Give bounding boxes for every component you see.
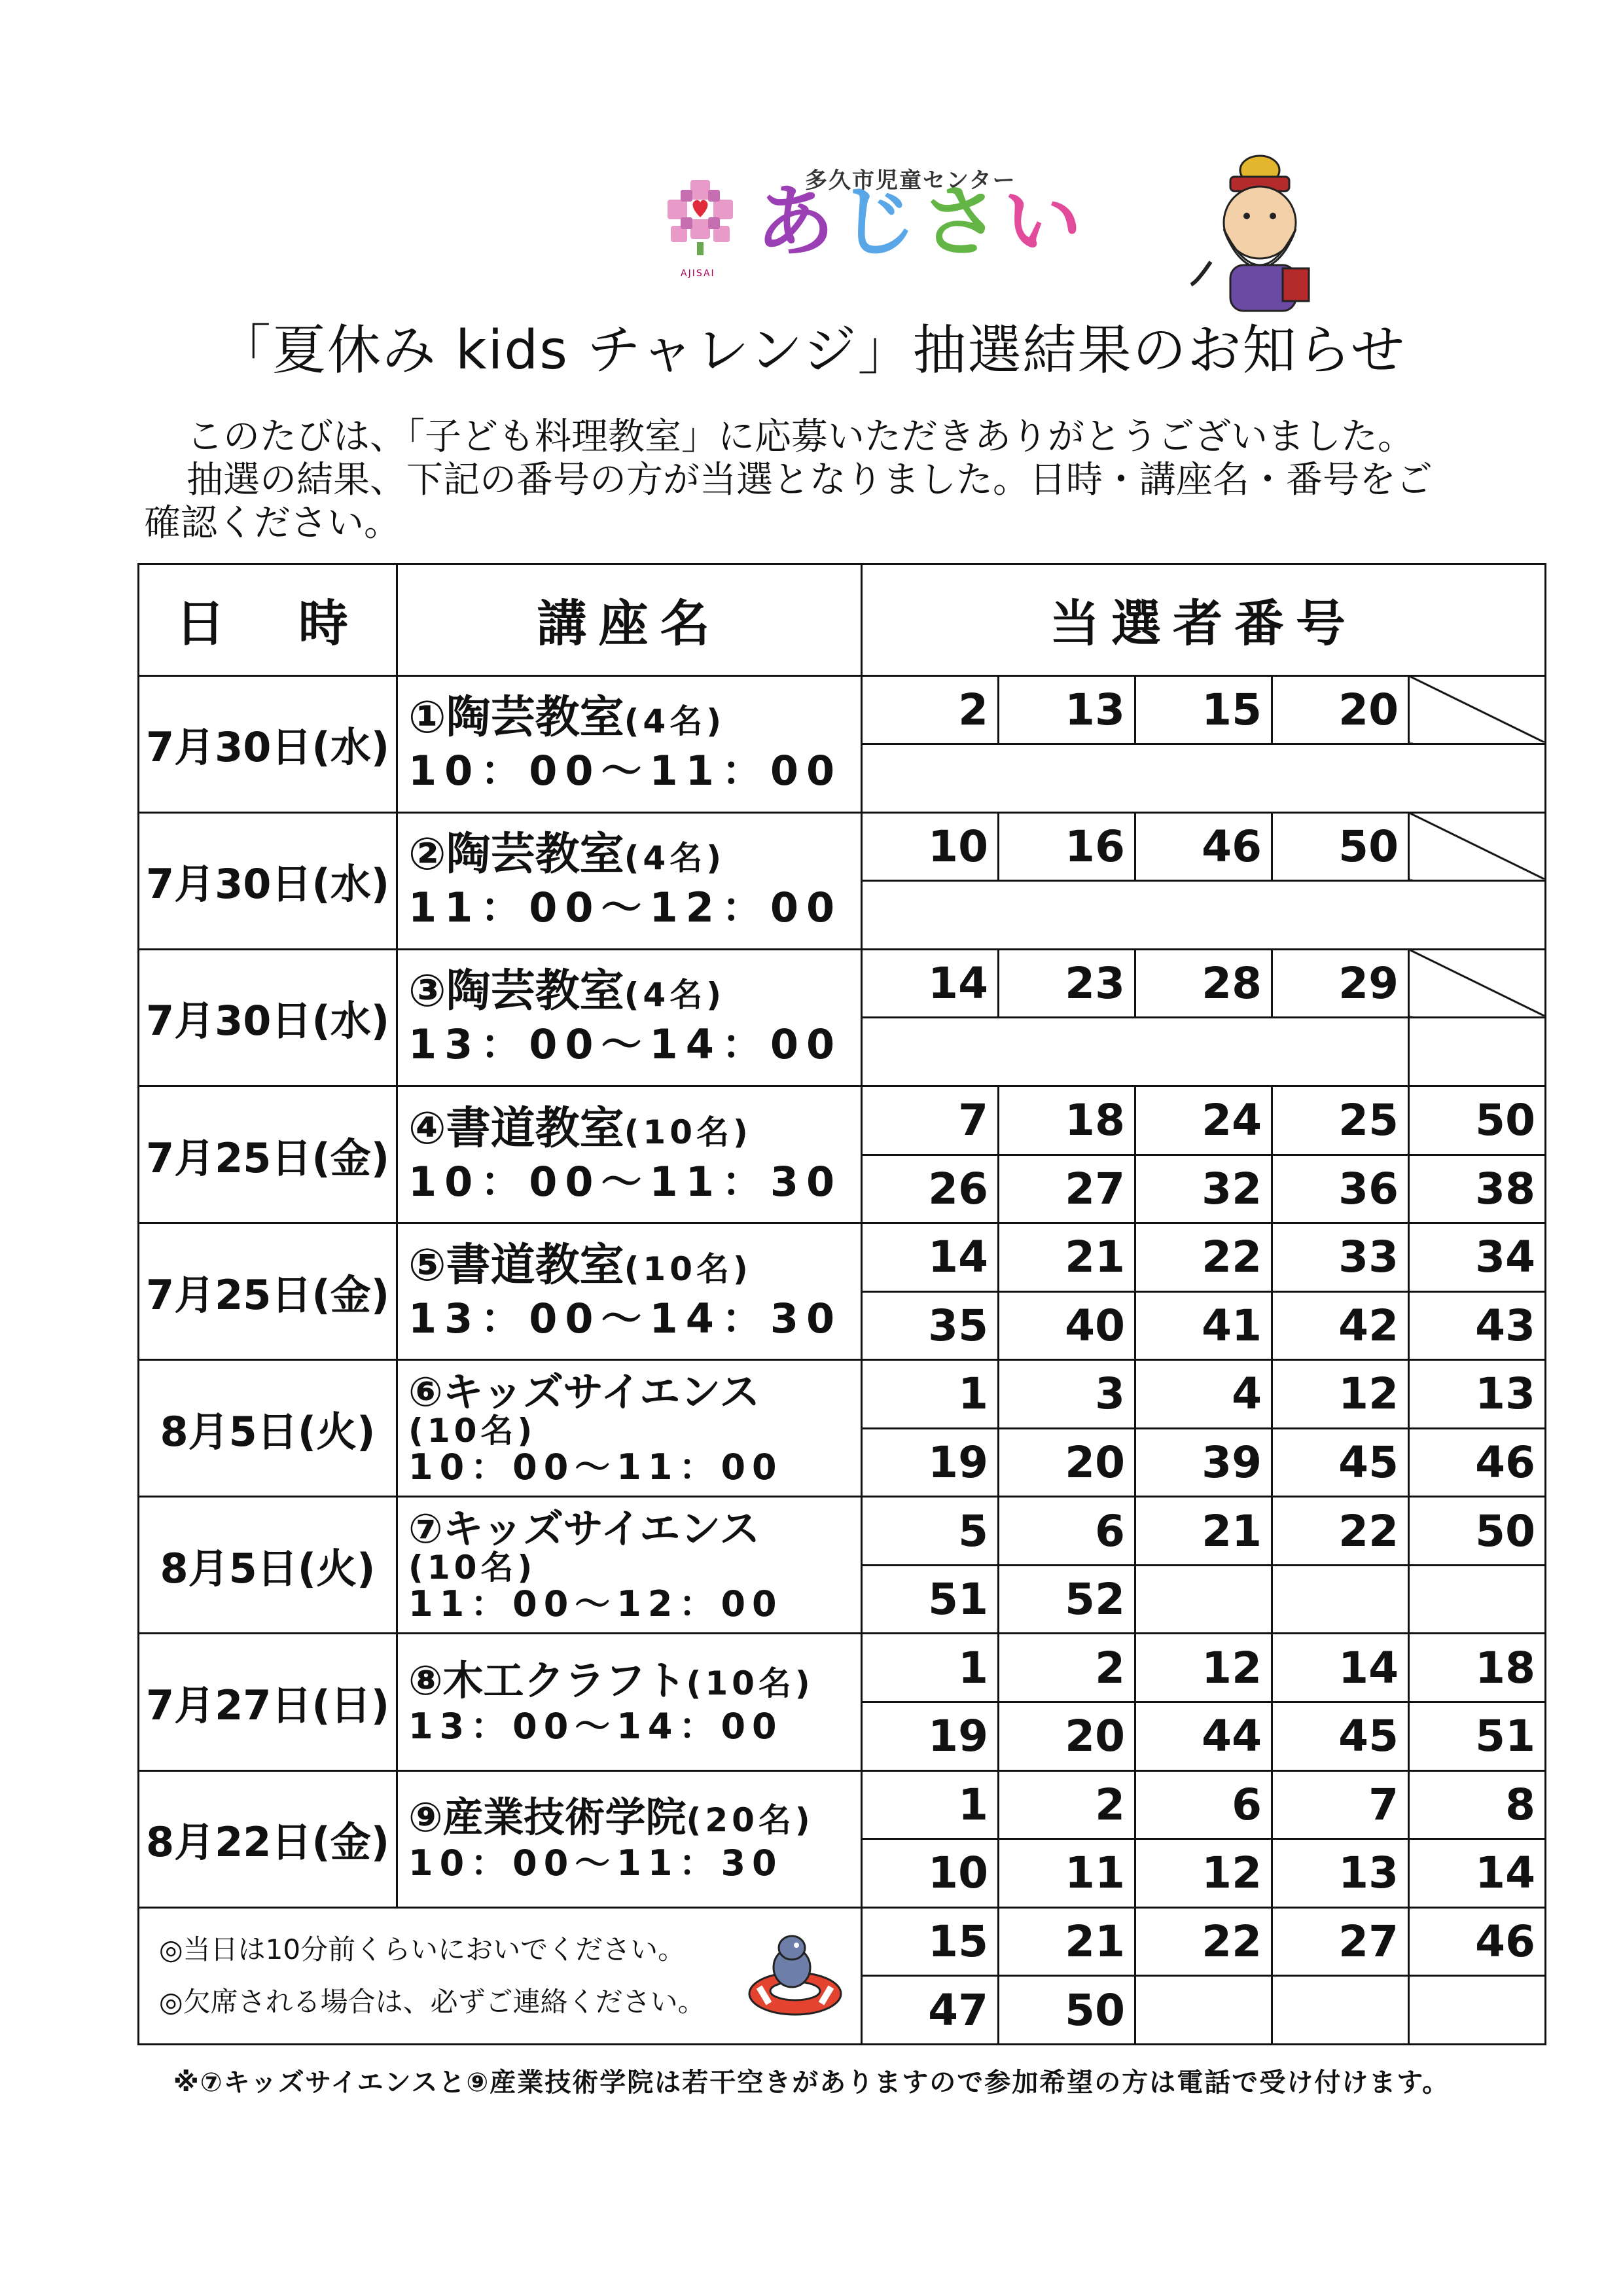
winner-number: 38 bbox=[1409, 1155, 1546, 1223]
winner-number: 10 bbox=[862, 812, 999, 881]
winner-number: 7 bbox=[1272, 1770, 1409, 1839]
winner-number: 2 bbox=[999, 1634, 1135, 1702]
winner-number: 47 bbox=[862, 1976, 999, 2045]
course-name-line bbox=[408, 1240, 861, 1295]
logo-sub-text: AJISAI bbox=[681, 268, 715, 279]
winner-number: 32 bbox=[1135, 1155, 1272, 1223]
winner-number: 23 bbox=[999, 949, 1135, 1018]
winner-number: 22 bbox=[1135, 1907, 1272, 1976]
course-cell bbox=[397, 1223, 862, 1360]
course-name: ⑧木工クラフト bbox=[408, 1656, 687, 1704]
course-date: 7月30日(水) bbox=[139, 949, 397, 1086]
course-capacity: (10名) bbox=[408, 1548, 537, 1587]
course-cell bbox=[397, 812, 862, 949]
course-name-line bbox=[408, 1658, 861, 1706]
winner-number bbox=[1409, 812, 1546, 881]
mascot-character-icon bbox=[1185, 151, 1335, 321]
winner-number: 8 bbox=[1409, 1770, 1546, 1839]
winner-number-empty bbox=[1409, 1018, 1546, 1086]
swim-ring-icon bbox=[743, 1922, 847, 2026]
winner-number: 44 bbox=[1135, 1702, 1272, 1771]
winner-number: 19 bbox=[862, 1702, 999, 1771]
winner-number bbox=[1409, 1565, 1546, 1634]
course-capacity-line bbox=[408, 1411, 861, 1450]
winner-number: 14 bbox=[1272, 1634, 1409, 1702]
course-capacity: (10名) bbox=[408, 1411, 537, 1450]
winner-number: 2 bbox=[862, 675, 999, 744]
winner-number: 46 bbox=[1409, 1907, 1546, 1976]
winner-number: 24 bbox=[1135, 1086, 1272, 1155]
winner-number: 27 bbox=[1272, 1907, 1409, 1976]
winner-number: 50 bbox=[1409, 1086, 1546, 1155]
winner-number: 7 bbox=[862, 1086, 999, 1155]
winner-number: 35 bbox=[862, 1291, 999, 1360]
course-name: ③陶芸教室 bbox=[408, 965, 624, 1018]
course-cell bbox=[397, 1770, 862, 1907]
winner-number: 1 bbox=[862, 1634, 999, 1702]
org-name-small: 多久市児童センター bbox=[805, 168, 1016, 194]
winner-number: 21 bbox=[999, 1223, 1135, 1292]
course-date: 7月30日(水) bbox=[139, 675, 397, 812]
winner-number: 22 bbox=[1272, 1497, 1409, 1566]
winner-number: 12 bbox=[1135, 1839, 1272, 1908]
course-capacity-line bbox=[408, 1548, 861, 1587]
winner-number: 6 bbox=[1135, 1770, 1272, 1839]
course-name: ⑥キッズサイエンス bbox=[408, 1367, 760, 1416]
header-winners: 当選者番号 bbox=[862, 564, 1546, 676]
winner-number: 40 bbox=[999, 1291, 1135, 1360]
course-cell bbox=[397, 949, 862, 1086]
winner-number: 4 bbox=[1135, 1360, 1272, 1429]
winner-number: 13 bbox=[999, 675, 1135, 744]
table-row bbox=[139, 812, 1546, 881]
winner-number: 51 bbox=[1409, 1702, 1546, 1771]
winner-number bbox=[1409, 949, 1546, 1018]
winner-number: 14 bbox=[862, 949, 999, 1018]
course-name-line bbox=[408, 1103, 861, 1158]
winner-number: 34 bbox=[1409, 1223, 1546, 1292]
winner-number: 28 bbox=[1135, 949, 1272, 1018]
course-cell bbox=[397, 1634, 862, 1770]
course-time: 11：00～12：00 bbox=[408, 1583, 783, 1624]
winner-number: 20 bbox=[999, 1702, 1135, 1771]
table-header-row bbox=[139, 564, 1546, 676]
course-capacity: (4名) bbox=[624, 702, 726, 741]
course-capacity: (10名) bbox=[624, 1113, 752, 1151]
course-date: 7月30日(水) bbox=[139, 812, 397, 949]
course-cell bbox=[397, 675, 862, 812]
course-time: 10：00～11：30 bbox=[408, 1842, 783, 1884]
winner-number: 45 bbox=[1272, 1428, 1409, 1497]
course-capacity: (10名) bbox=[624, 1249, 752, 1288]
winner-number: 12 bbox=[1135, 1634, 1272, 1702]
winner-number: 12 bbox=[1272, 1360, 1409, 1429]
winner-number: 18 bbox=[1409, 1634, 1546, 1702]
winner-number: 14 bbox=[1409, 1839, 1546, 1908]
winner-number: 21 bbox=[1135, 1497, 1272, 1566]
winner-number: 41 bbox=[1135, 1291, 1272, 1360]
winner-number: 25 bbox=[1272, 1086, 1409, 1155]
winner-number bbox=[1272, 1976, 1409, 2045]
winner-number: 1 bbox=[862, 1770, 999, 1839]
course-name-line bbox=[408, 1506, 861, 1552]
course-name-line bbox=[408, 966, 861, 1020]
course-date: 7月25日(金) bbox=[139, 1086, 397, 1223]
center-logo bbox=[661, 157, 1106, 281]
course-name: ④書道教室 bbox=[408, 1102, 624, 1155]
table-row bbox=[139, 1907, 1546, 1976]
course-date: 8月5日(火) bbox=[139, 1497, 397, 1634]
table-row bbox=[139, 1086, 1546, 1155]
winner-number: 22 bbox=[1135, 1223, 1272, 1292]
winner-number: 5 bbox=[862, 1497, 999, 1566]
winner-number: 13 bbox=[1272, 1839, 1409, 1908]
course-capacity: (4名) bbox=[624, 976, 726, 1014]
winner-number: 50 bbox=[999, 1976, 1135, 2045]
course-name-line bbox=[408, 1369, 861, 1415]
course-name: ②陶芸教室 bbox=[408, 829, 624, 881]
course-time: 11：00～12：00 bbox=[408, 884, 843, 932]
table-row bbox=[139, 1634, 1546, 1702]
winner-number: 15 bbox=[862, 1907, 999, 1976]
winner-number: 46 bbox=[1135, 812, 1272, 881]
course-name-line bbox=[408, 829, 861, 884]
winner-number: 27 bbox=[999, 1155, 1135, 1223]
course-time: 10：00～11：00 bbox=[408, 1446, 783, 1488]
note-line: ◎当日は10分前くらいにおいでください。 bbox=[159, 1933, 686, 1965]
winner-number bbox=[1272, 1565, 1409, 1634]
winner-number: 13 bbox=[1409, 1360, 1546, 1429]
course-date: 7月27日(日) bbox=[139, 1634, 397, 1770]
table-row bbox=[139, 675, 1546, 744]
winner-number: 46 bbox=[1409, 1428, 1546, 1497]
table-row bbox=[139, 1360, 1546, 1429]
hydrangea-logo-icon bbox=[661, 177, 740, 262]
course-name-line bbox=[408, 1795, 861, 1843]
course-time: 13：00～14：30 bbox=[408, 1294, 843, 1342]
winner-number: 26 bbox=[862, 1155, 999, 1223]
note-line: ◎欠席される場合は、必ずご連絡ください。 bbox=[159, 1985, 705, 2018]
winner-number: 19 bbox=[862, 1428, 999, 1497]
header-course: 講座名 bbox=[397, 564, 862, 676]
winner-number bbox=[1409, 1976, 1546, 2045]
course-time: 13：00～14：00 bbox=[408, 1020, 843, 1069]
winner-number-empty bbox=[862, 881, 1546, 950]
footnote: ※⑦キッズサイエンスと⑨産業技術学院は若干空きがありますので参加希望の方は電話で受け付けます。 bbox=[173, 2068, 1450, 2098]
course-name: ⑤書道教室 bbox=[408, 1239, 624, 1291]
winner-number: 39 bbox=[1135, 1428, 1272, 1497]
winner-number: 3 bbox=[999, 1360, 1135, 1429]
table-row bbox=[139, 1497, 1546, 1566]
winner-number: 15 bbox=[1135, 675, 1272, 744]
course-capacity: (4名) bbox=[624, 839, 726, 878]
results-table bbox=[137, 563, 1546, 2045]
winner-number bbox=[1135, 1976, 1272, 2045]
winner-number: 6 bbox=[999, 1497, 1135, 1566]
header-date: 日 時 bbox=[139, 564, 397, 676]
intro-text: このたびは、「子ども料理教室」に応募いただきありがとうございました。 抽選の結果、下記の番号の方が当選となりました。日時・講座名・番号をご 確認ください。 bbox=[144, 416, 1433, 545]
winner-number: 51 bbox=[862, 1565, 999, 1634]
table-row bbox=[139, 1223, 1546, 1292]
winner-number: 20 bbox=[999, 1428, 1135, 1497]
winner-number-empty bbox=[862, 1018, 1409, 1086]
org-logo-text: あじさい bbox=[756, 177, 1086, 268]
winner-number bbox=[1135, 1565, 1272, 1634]
winner-number: 11 bbox=[999, 1839, 1135, 1908]
winner-number bbox=[1409, 675, 1546, 744]
winner-number: 43 bbox=[1409, 1291, 1546, 1360]
winner-number: 1 bbox=[862, 1360, 999, 1429]
notes-cell bbox=[139, 1907, 862, 2044]
winner-number: 16 bbox=[999, 812, 1135, 881]
winner-number: 18 bbox=[999, 1086, 1135, 1155]
winner-number: 14 bbox=[862, 1223, 999, 1292]
winner-number: 36 bbox=[1272, 1155, 1409, 1223]
winner-number: 45 bbox=[1272, 1702, 1409, 1771]
winner-number: 52 bbox=[999, 1565, 1135, 1634]
course-name-line bbox=[408, 692, 861, 747]
course-date: 7月25日(金) bbox=[139, 1223, 397, 1360]
page-title: 「夏休み kids チャレンジ」抽選結果のお知らせ bbox=[217, 319, 1406, 382]
course-time: 10：00～11：30 bbox=[408, 1157, 843, 1206]
course-capacity: (20名) bbox=[686, 1801, 814, 1839]
winner-number: 2 bbox=[999, 1770, 1135, 1839]
winner-number: 20 bbox=[1272, 675, 1409, 744]
winner-number: 21 bbox=[999, 1907, 1135, 1976]
course-date: 8月5日(火) bbox=[139, 1360, 397, 1497]
course-cell bbox=[397, 1360, 862, 1497]
winner-number: 29 bbox=[1272, 949, 1409, 1018]
course-name: ⑨産業技術学院 bbox=[408, 1793, 687, 1841]
course-capacity: (10名) bbox=[686, 1664, 814, 1702]
course-name: ⑦キッズサイエンス bbox=[408, 1504, 760, 1552]
course-time: 10：00～11：00 bbox=[408, 747, 843, 795]
winner-number: 50 bbox=[1409, 1497, 1546, 1566]
winner-number: 42 bbox=[1272, 1291, 1409, 1360]
course-cell bbox=[397, 1086, 862, 1223]
winner-number: 50 bbox=[1272, 812, 1409, 881]
winner-number: 10 bbox=[862, 1839, 999, 1908]
course-time: 13：00～14：00 bbox=[408, 1705, 783, 1747]
course-cell bbox=[397, 1497, 862, 1634]
winner-number: 33 bbox=[1272, 1223, 1409, 1292]
table-row bbox=[139, 1770, 1546, 1839]
table-row bbox=[139, 949, 1546, 1018]
course-date: 8月22日(金) bbox=[139, 1770, 397, 1907]
course-name: ①陶芸教室 bbox=[408, 692, 624, 744]
winner-number-empty bbox=[862, 744, 1546, 813]
